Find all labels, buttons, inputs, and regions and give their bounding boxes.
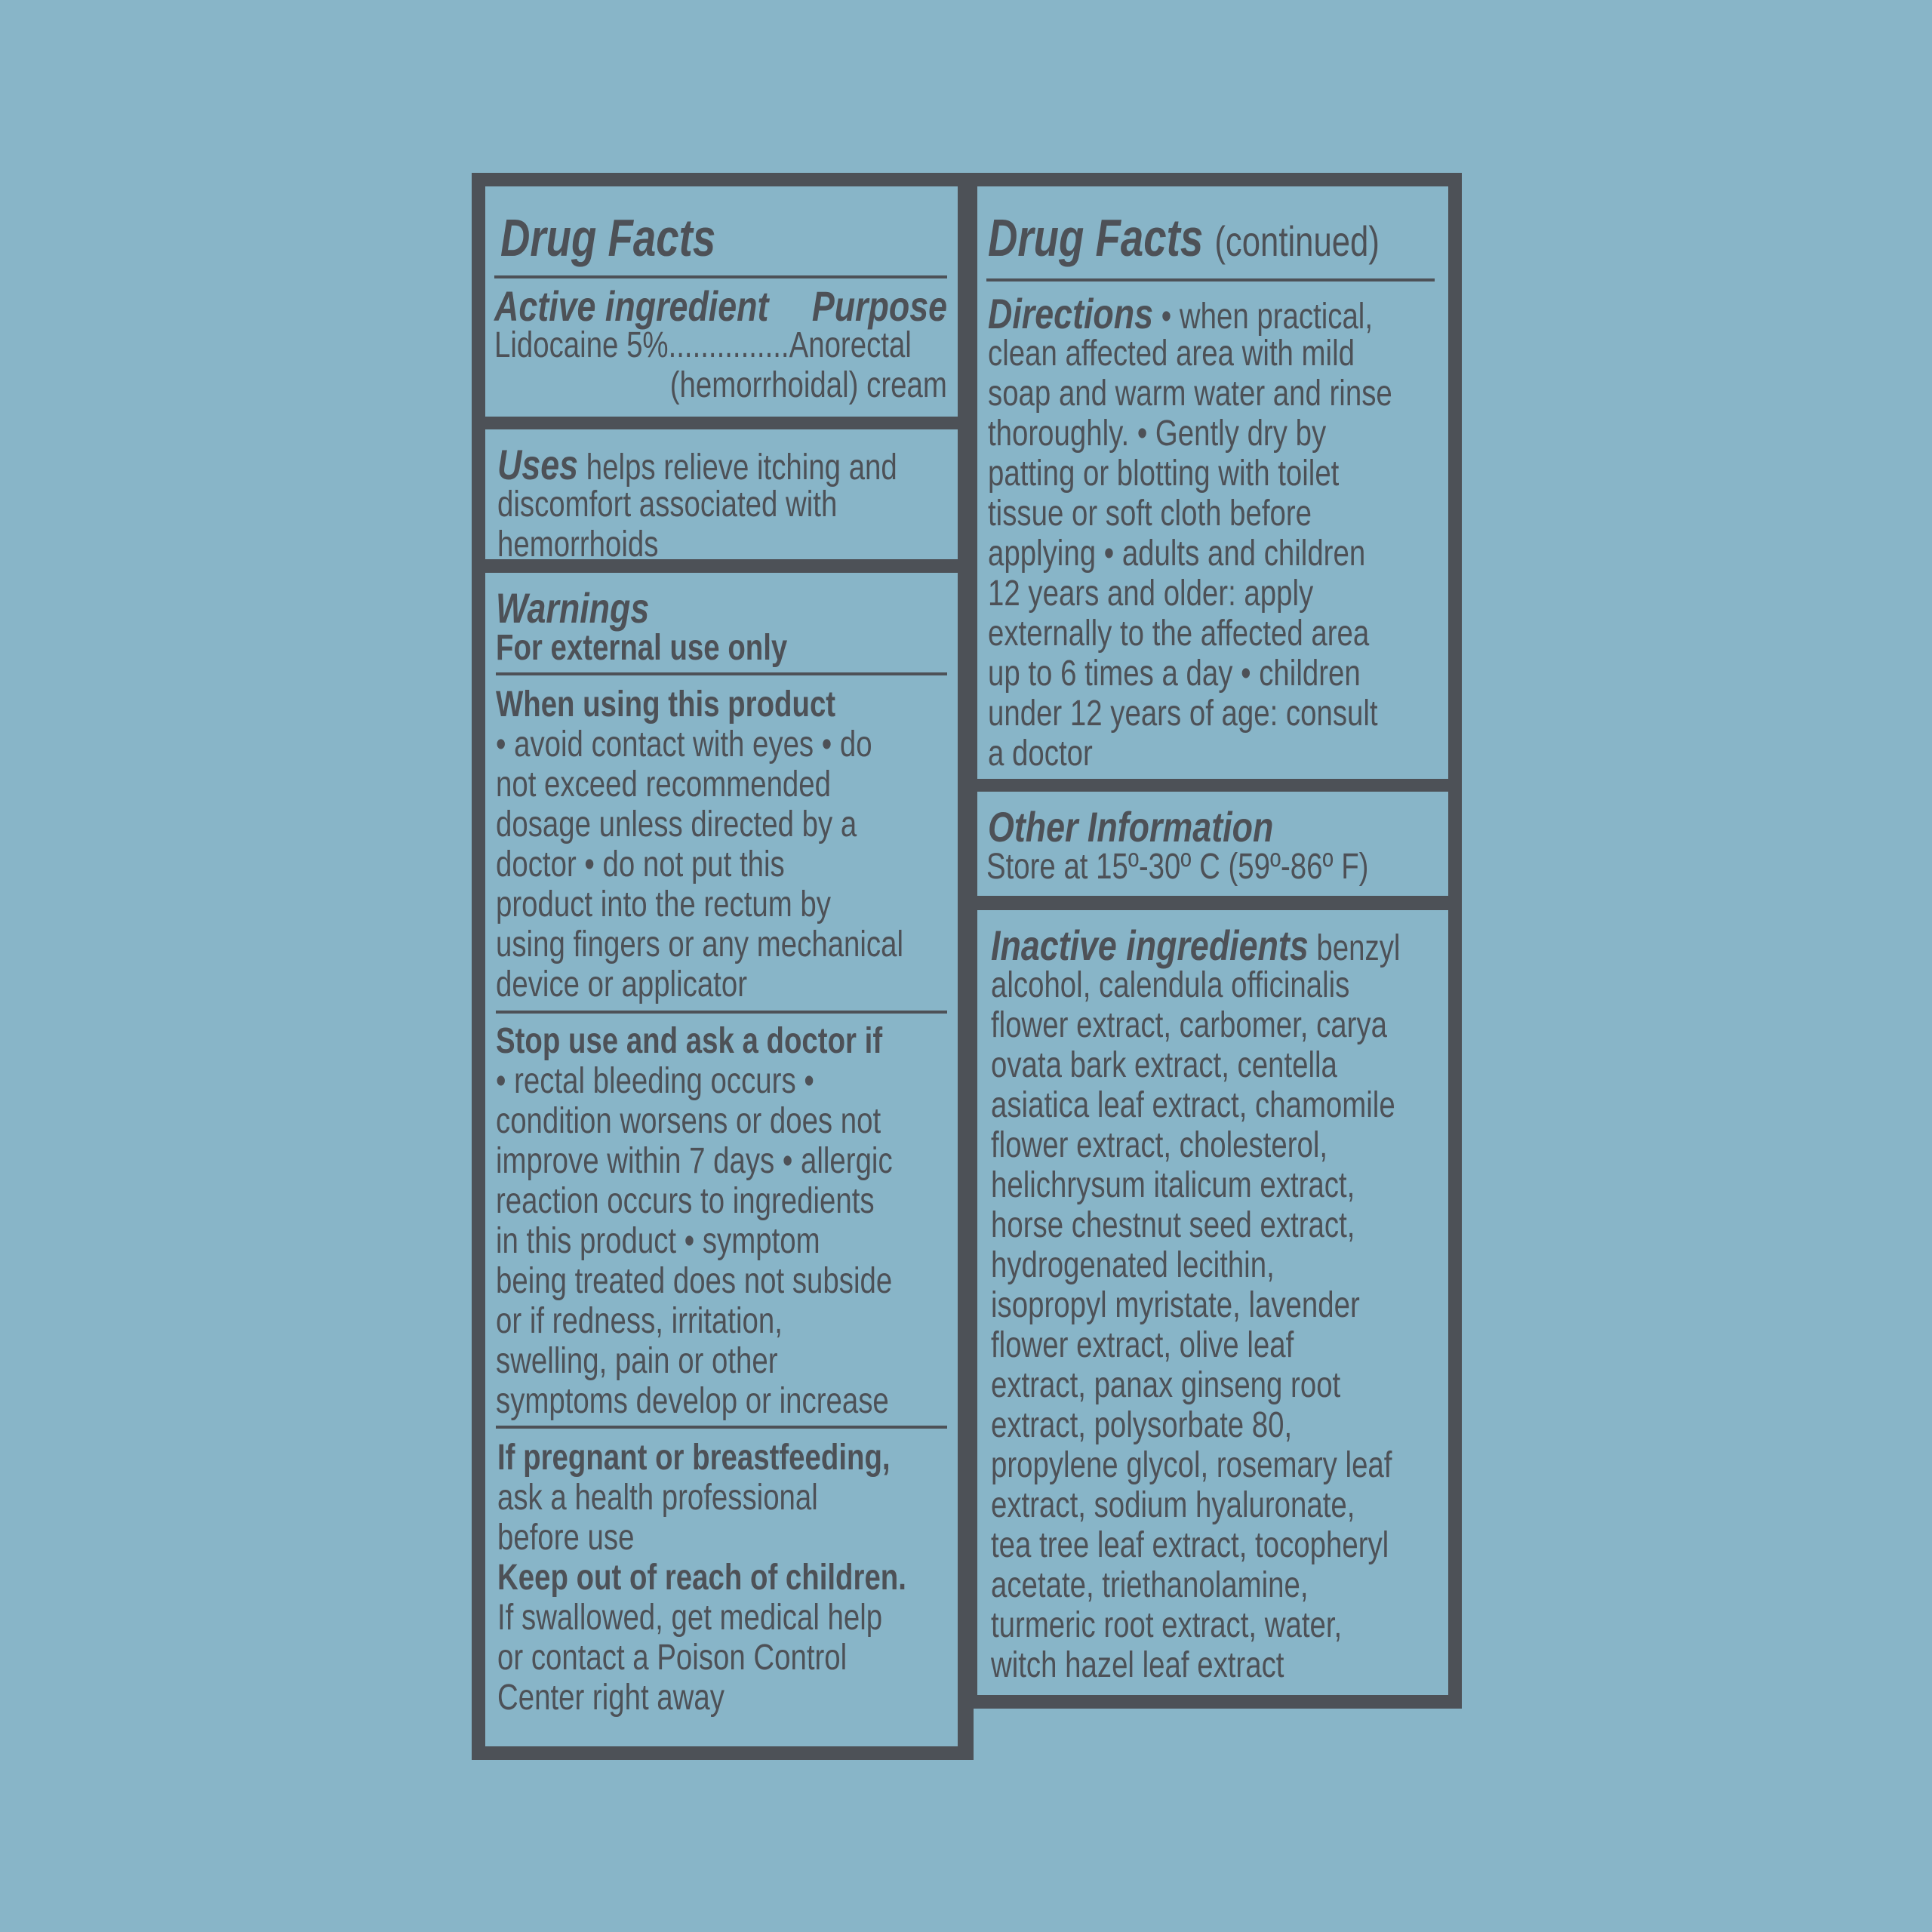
stop-use-line: swelling, pain or other: [496, 1341, 778, 1381]
directions-line: applying • adults and children: [988, 534, 1366, 574]
keep-out-heading: Keep out of reach of children.: [497, 1558, 906, 1598]
inactive-line: alcohol, calendula officinalis: [991, 965, 1350, 1005]
inactive-line: extract, panax ginseng root: [991, 1365, 1341, 1405]
pregnant-heading: If pregnant or breastfeeding,: [497, 1438, 891, 1478]
directions-line: soap and warm water and rinse: [988, 374, 1392, 414]
uses-line-3: hemorrhoids: [497, 525, 659, 559]
stop-use-line: in this product • symptom: [496, 1221, 820, 1261]
active-ingredient-box: [485, 186, 958, 417]
storage-text: Store at 15º-30º C (59º-86º F): [986, 847, 1369, 887]
warnings-rule-1: [496, 672, 947, 675]
inactive-line: flower extract, olive leaf: [991, 1325, 1294, 1365]
inactive-line: turmeric root extract, water,: [991, 1605, 1343, 1645]
right-title: Drug Facts: [988, 208, 1204, 267]
uses-text: [497, 441, 897, 488]
keep-out-line: or contact a Poison Control: [497, 1638, 848, 1678]
when-using-line: doctor • do not put this: [496, 844, 785, 884]
uses-line-2: discomfort associated with: [497, 485, 838, 525]
inactive-line: helichrysum italicum extract,: [991, 1165, 1355, 1205]
stop-use-line: symptoms develop or increase: [496, 1381, 889, 1421]
inactive-line: ovata bark extract, centella: [991, 1045, 1337, 1085]
inactive-ingredients-box: [977, 910, 1448, 1695]
directions-line: clean affected area with mild: [988, 334, 1355, 374]
directions-line: externally to the affected area: [988, 614, 1370, 654]
when-using-line: not exceed recommended: [496, 764, 831, 804]
directions-line: under 12 years of age: consult: [988, 694, 1378, 734]
inactive-line: acetate, triethanolamine,: [991, 1565, 1309, 1605]
directions-line: a doctor: [988, 734, 1093, 774]
title-rule: [494, 275, 947, 278]
when-using-line: dosage unless directed by a: [496, 804, 857, 844]
drug-facts-continued-title: [988, 209, 1380, 270]
pregnant-line: ask a health professional: [497, 1478, 818, 1518]
inactive-line: flower extract, cholesterol,: [991, 1125, 1328, 1165]
when-using-line: device or applicator: [496, 964, 747, 1004]
inactive-line: flower extract, carbomer, carya: [991, 1005, 1387, 1045]
inactive-line: Inactive ingredients benzyl: [991, 921, 1401, 969]
pregnant-line: before use: [497, 1518, 635, 1558]
active-ingredient-header: Active ingredient: [494, 282, 769, 330]
stop-use-heading: Stop use and ask a doctor if: [496, 1021, 883, 1061]
other-information-heading: Other Information: [988, 803, 1274, 851]
directions-line: 12 years and older: apply: [988, 574, 1314, 614]
when-using-heading: When using this product: [496, 685, 836, 724]
continued-label: (continued): [1214, 217, 1380, 265]
warnings-box: [485, 573, 958, 1746]
uses-box: [485, 429, 958, 559]
external-use-only: For external use only: [496, 628, 788, 668]
stop-use-line: improve within 7 days • allergic: [496, 1141, 893, 1181]
when-using-line: using fingers or any mechanical: [496, 924, 904, 964]
directions-line: thoroughly. • Gently dry by: [988, 414, 1327, 454]
inactive-line: extract, sodium hyaluronate,: [991, 1485, 1355, 1525]
active-ingredient-purpose: (hemorrhoidal) cream: [669, 365, 947, 405]
inactive-line: asiatica leaf extract, chamomile: [991, 1085, 1395, 1125]
inactive-line: tea tree leaf extract, tocopheryl: [991, 1525, 1389, 1565]
inactive-line: extract, polysorbate 80,: [991, 1405, 1293, 1445]
when-using-line: • avoid contact with eyes • do: [496, 724, 872, 764]
keep-out-line: Center right away: [497, 1678, 724, 1718]
inactive-heading: Inactive ingredients: [991, 921, 1309, 969]
inactive-line: horse chestnut seed extract,: [991, 1205, 1355, 1245]
when-using-line: product into the rectum by: [496, 884, 831, 924]
stop-use-line: reaction occurs to ingredients: [496, 1181, 875, 1221]
directions-heading: Directions: [988, 290, 1154, 337]
directions-line: up to 6 times a day • children: [988, 654, 1361, 694]
drug-facts-title: Drug Facts: [500, 208, 716, 267]
stop-use-line: being treated does not subside: [496, 1261, 893, 1301]
inactive-line: isopropyl myristate, lavender: [991, 1285, 1360, 1325]
right-title-rule: [986, 278, 1435, 281]
directions-line: patting or blotting with toilet: [988, 454, 1340, 494]
inactive-line: propylene glycol, rosemary leaf: [991, 1445, 1392, 1485]
warnings-rule-2: [496, 1011, 947, 1014]
uses-line-1: helps relieve itching and: [578, 448, 897, 488]
purpose-header: Purpose: [811, 282, 947, 330]
uses-heading: Uses: [497, 441, 579, 488]
stop-use-line: or if redness, irritation,: [496, 1301, 783, 1341]
active-ingredient-line: Lidocaine 5%...............Anorectal: [494, 325, 912, 365]
stop-use-line: • rectal bleeding occurs •: [496, 1061, 814, 1101]
directions-box: [977, 186, 1448, 779]
drug-facts-right-panel: [968, 173, 1462, 1709]
inactive-line: witch hazel leaf extract: [991, 1645, 1284, 1685]
directions-line: Directions • when practical,: [988, 290, 1373, 337]
directions-line: tissue or soft cloth before: [988, 494, 1312, 534]
stop-use-line: condition worsens or does not: [496, 1101, 881, 1141]
other-information-box: [977, 792, 1448, 896]
drug-facts-left-panel: [472, 173, 974, 1760]
inactive-line: hydrogenated lecithin,: [991, 1245, 1275, 1285]
warnings-rule-3: [496, 1426, 947, 1429]
keep-out-line: If swallowed, get medical help: [497, 1598, 883, 1638]
warnings-heading: Warnings: [496, 584, 650, 632]
